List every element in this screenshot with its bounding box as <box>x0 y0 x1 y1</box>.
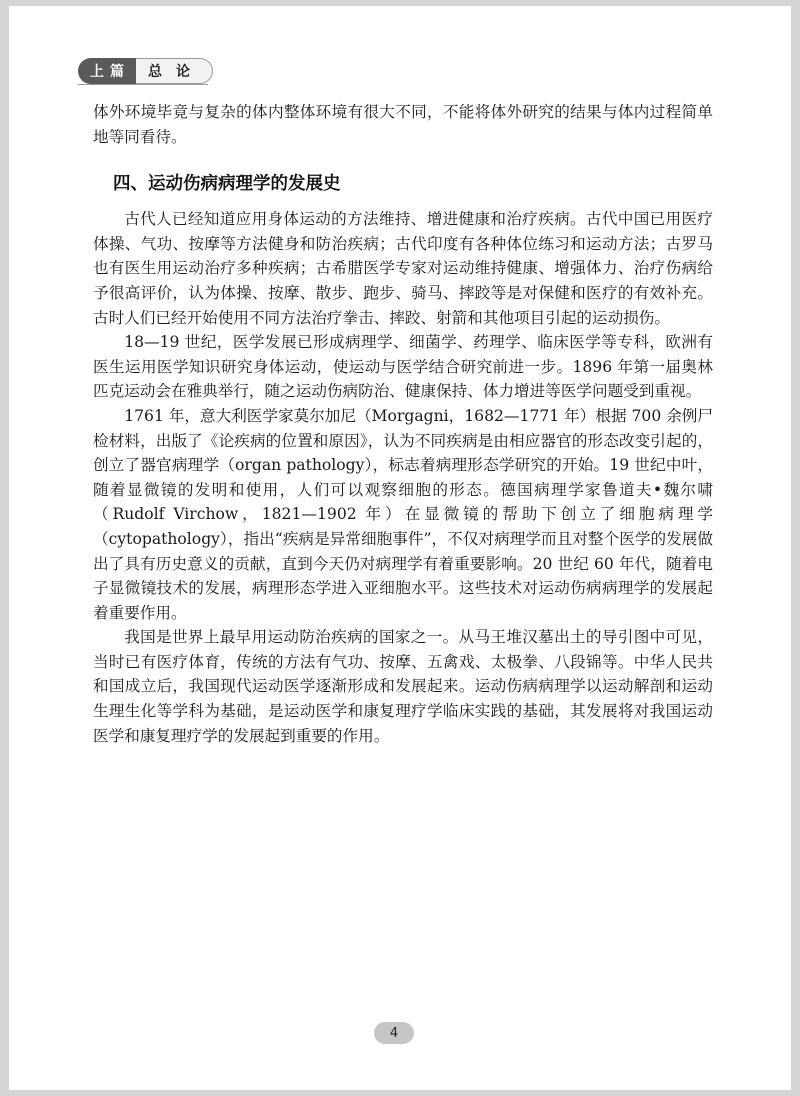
continuation-paragraph: 体外环境毕竟与复杂的体内整体环境有很大不同，不能将体外研究的结果与体内过程简单地等同看待。 <box>93 103 713 146</box>
chapter-title: 总论 <box>136 58 213 84</box>
body-paragraph: 我国是世界上最早用运动防治疾病的国家之一。从马王堆汉墓出土的导引图中可见，当时已有医疗体育，传统的方法有气功、按摩、五禽戏、太极拳、八段锦等。中华人民共和国成立后，我国现代运动医学逐渐形成和发展起来。运动伤病病理学以运动解剖和运动生理生化等学科为基础，是运动医学和康复理疗学临床实践的基础，其发展将对我国运动医学和康复理疗学的发展起到重要的作用。 <box>93 628 713 745</box>
page-number: 4 <box>374 1022 414 1044</box>
section-heading: 四、运动伤病病理学的发展史 <box>113 174 341 195</box>
chapter-tab <box>78 58 213 84</box>
part-label: 上篇 <box>78 58 136 84</box>
body-paragraph: 18—19 世纪，医学发展已形成病理学、细菌学、药理学、临床医学等专科，欧洲有医生运用医学知识研究身体运动，使运动与医学结合研究前进一步。1896 年第一届奥林匹克运动会在雅典举行，随之运动伤病防治、健康保持、体力增进等医学问题受到重视。 <box>93 333 713 401</box>
body-paragraph: 古代人已经知道应用身体运动的方法维持、增进健康和治疗疾病。古代中国已用医疗体操、气功、按摩等方法健身和防治疾病；古代印度有各种体位练习和运动方法；古罗马也有医生用运动治疗多种疾病；古希腊医学专家对运动维持健康、增强体力、治疗伤病给予很高评价，认为体操、按摩、散步、跑步、骑马、摔跤等是对保健和医疗的有效补充。古时人们已经开始使用不同方法治疗拳击、摔跤、射箭和其他项目引起的运动损伤。 <box>93 210 713 327</box>
page-content <box>93 100 713 748</box>
body-paragraph: 1761 年，意大利医学家莫尔加尼（Morgagni，1682—1771 年）根据 700 余例尸检材料，出版了《论疾病的位置和原因》，认为不同疾病是由相应器官的形态改变引起的，创立了器官病理学（organ pathology），标志着病理形态学研究的开始。19 世纪中叶，随着显微镜的发明和使用，人们可以观察细胞的形态。德国病理学家鲁道夫•魏尔啸（Rudolf Virchow，1821—1902 年）在显微镜的帮助下创立了细胞病理学（cytopathology），指出“疾病是异常细胞事件”，不仅对病理学而且对整个医学的发展做出了具有历史意义的贡献，直到今天仍对病理学有着重要影响。20 世纪 60 年代，随着电子显微镜技术的发展，病理形态学进入亚细胞水平。这些技术对运动伤病病理学的发展起着重要作用。 <box>93 406 713 622</box>
header-rule <box>78 84 208 85</box>
